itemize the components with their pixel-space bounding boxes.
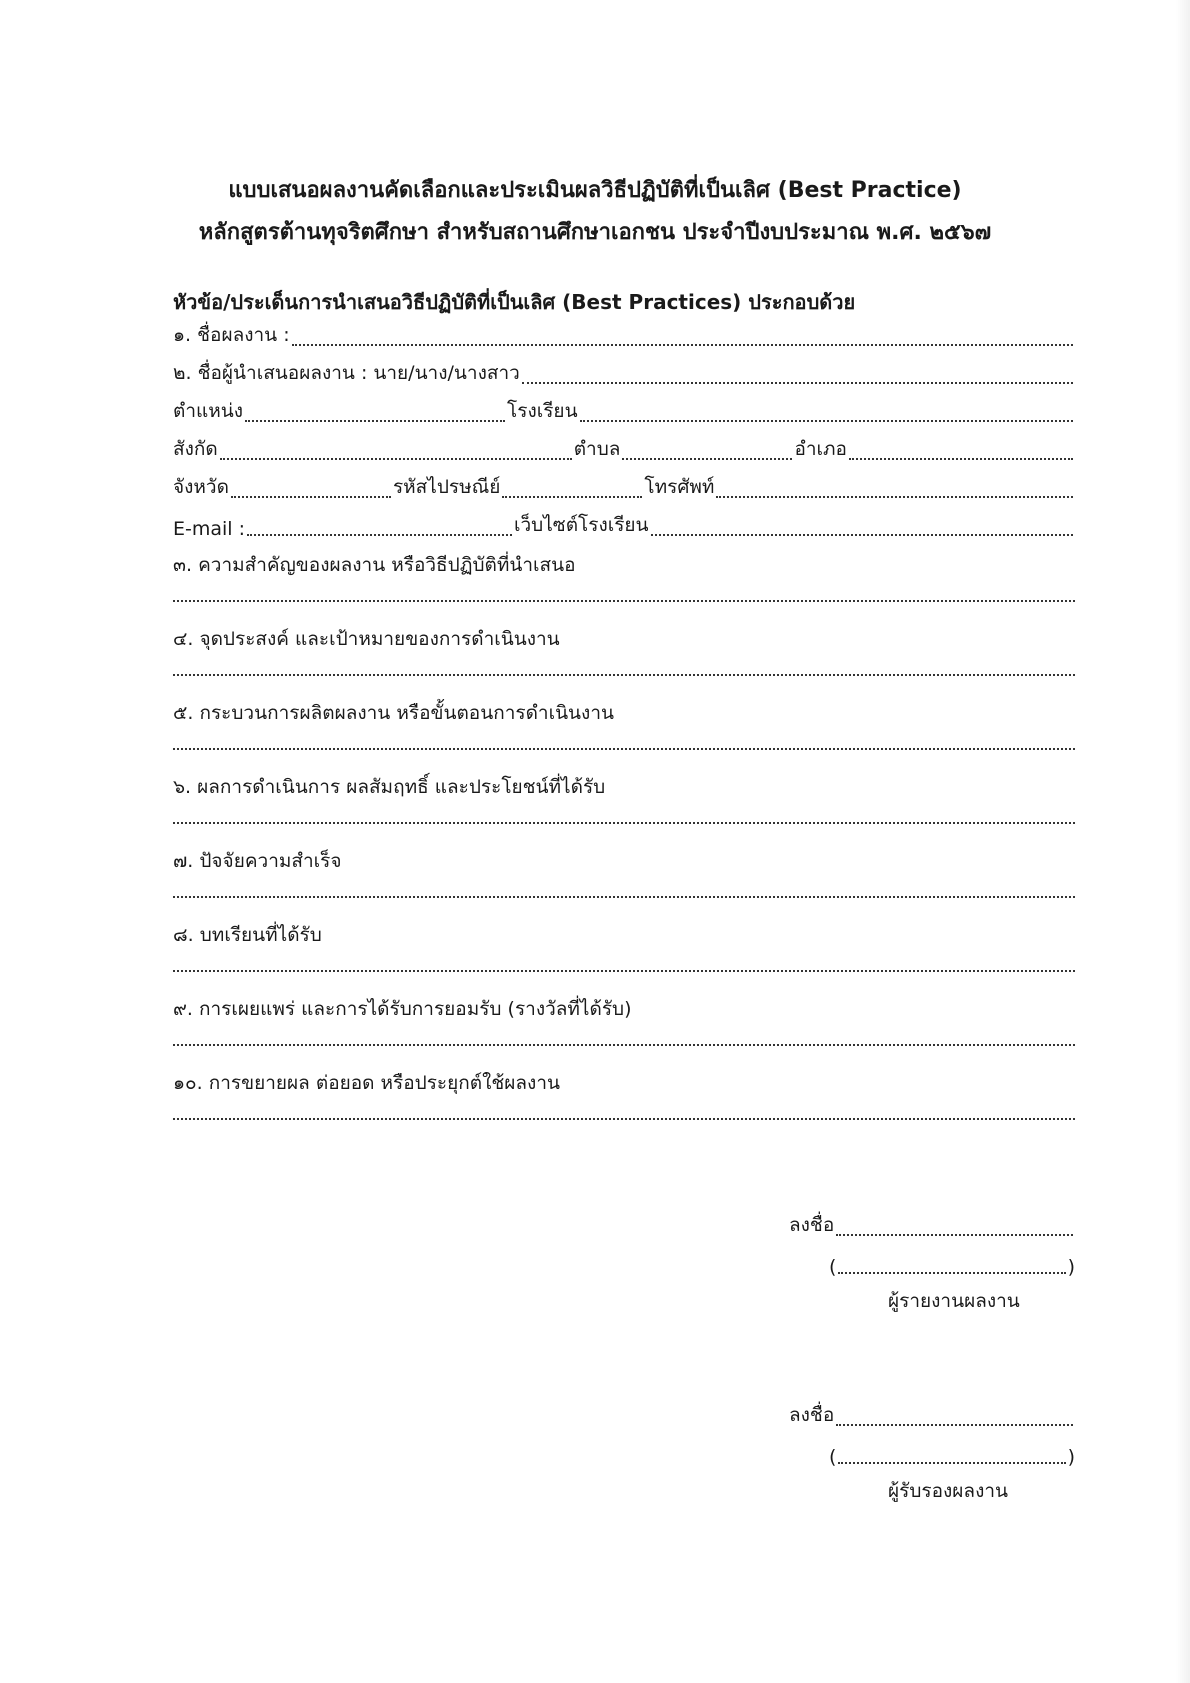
section-6-label: ๖. ผลการดำเนินการ ผลสัมฤทธิ์ และประโยชน์ที่ได้รับ <box>173 776 606 798</box>
email-field[interactable] <box>247 528 512 536</box>
reporter-close-paren: ) <box>1067 1256 1075 1278</box>
phone-field[interactable] <box>716 490 1073 498</box>
section-5-label: ๕. กระบวนการผลิตผลงาน หรือขั้นตอนการดำเนินงาน <box>173 702 614 724</box>
section-3-label: ๓. ความสำคัญของผลงาน หรือวิธีปฏิบัติที่นำเสนอ <box>173 554 576 576</box>
reporter-name-field[interactable] <box>838 1264 1065 1274</box>
position-field[interactable] <box>245 414 505 422</box>
section-10-label: ๑๐. การขยายผล ต่อยอด หรือประยุกต์ใช้ผลงาน <box>173 1072 560 1094</box>
reporter-role-label: ผู้รายงานผลงาน <box>888 1290 1020 1312</box>
province-row <box>173 470 1075 504</box>
work-name-row <box>173 318 1075 352</box>
reporter-sign-label: ลงชื่อ <box>789 1214 835 1236</box>
affiliation-row <box>173 432 1075 466</box>
school-label: โรงเรียน <box>507 400 578 422</box>
section-4-label: ๔. จุดประสงค์ และเป้าหมายของการดำเนินงาน <box>173 628 560 650</box>
postcode-field[interactable] <box>502 490 642 498</box>
section-6-answer-line[interactable] <box>173 820 1075 824</box>
website-field[interactable] <box>651 528 1073 536</box>
school-field[interactable] <box>580 414 1073 422</box>
work-name-field[interactable] <box>292 338 1073 346</box>
phone-label: โทรศัพท์ <box>644 476 715 498</box>
certifier-signature-field[interactable] <box>836 1416 1073 1426</box>
reporter-signature-row <box>789 1208 1075 1242</box>
province-field[interactable] <box>231 490 391 498</box>
presenter-row <box>173 356 1075 390</box>
certifier-sign-label: ลงชื่อ <box>789 1404 835 1426</box>
district-label: อำเภอ <box>794 438 847 460</box>
reporter-signature-field[interactable] <box>836 1226 1073 1236</box>
section-10-answer-line[interactable] <box>173 1116 1075 1120</box>
email-row <box>173 508 1075 542</box>
section-8-answer-line[interactable] <box>173 968 1075 972</box>
certifier-open-paren: ( <box>829 1446 837 1468</box>
presenter-label: ๒. ชื่อผู้นำเสนอผลงาน : นาย/นาง/นางสาว <box>173 362 520 384</box>
certifier-name-field[interactable] <box>838 1454 1065 1464</box>
position-label: ตำแหน่ง <box>173 400 244 422</box>
document-title-line-2: หลักสูตรต้านทุจริตศึกษา สำหรับสถานศึกษาเอกชน ประจำปีงบประมาณ พ.ศ. ๒๕๖๗ <box>198 220 992 245</box>
section-8-label: ๘. บทเรียนที่ได้รับ <box>173 924 322 946</box>
certifier-signature-row <box>789 1398 1075 1432</box>
section-7-label: ๗. ปัจจัยความสำเร็จ <box>173 850 342 872</box>
document-title-line-1: แบบเสนอผลงานคัดเลือกและประเมินผลวิธีปฏิบัติที่เป็นเลิศ (Best Practice) <box>228 178 962 203</box>
position-school-row <box>173 394 1075 428</box>
affiliation-field[interactable] <box>220 452 572 460</box>
certifier-role-label: ผู้รับรองผลงาน <box>888 1480 1009 1502</box>
section-4-answer-line[interactable] <box>173 672 1075 676</box>
section-9-answer-line[interactable] <box>173 1042 1075 1046</box>
website-label: เว็บไซต์โรงเรียน <box>514 514 649 536</box>
section-7-answer-line[interactable] <box>173 894 1075 898</box>
work-name-label: ๑. ชื่อผลงาน : <box>173 324 290 346</box>
certifier-name-row <box>829 1436 1075 1470</box>
section-3-answer-line[interactable] <box>173 598 1075 602</box>
subdistrict-field[interactable] <box>622 452 792 460</box>
postcode-label: รหัสไปรษณีย์ <box>392 476 501 498</box>
presenter-name-field[interactable] <box>522 376 1073 384</box>
reporter-name-row <box>829 1246 1075 1280</box>
reporter-open-paren: ( <box>829 1256 837 1278</box>
affiliation-label: สังกัด <box>173 438 218 460</box>
certifier-close-paren: ) <box>1067 1446 1075 1468</box>
province-label: จังหวัด <box>173 476 229 498</box>
scan-edge-shadow <box>1176 0 1190 1683</box>
section-heading: หัวข้อ/ประเด็นการนำเสนอวิธีปฏิบัติที่เป็นเลิศ (Best Practices) ประกอบด้วย <box>173 290 856 314</box>
section-5-answer-line[interactable] <box>173 746 1075 750</box>
email-label: E-mail : <box>173 518 246 540</box>
subdistrict-label: ตำบล <box>573 438 621 460</box>
district-field[interactable] <box>849 452 1073 460</box>
section-9-label: ๙. การเผยแพร่ และการได้รับการยอมรับ (รางวัลที่ได้รับ) <box>173 998 632 1020</box>
